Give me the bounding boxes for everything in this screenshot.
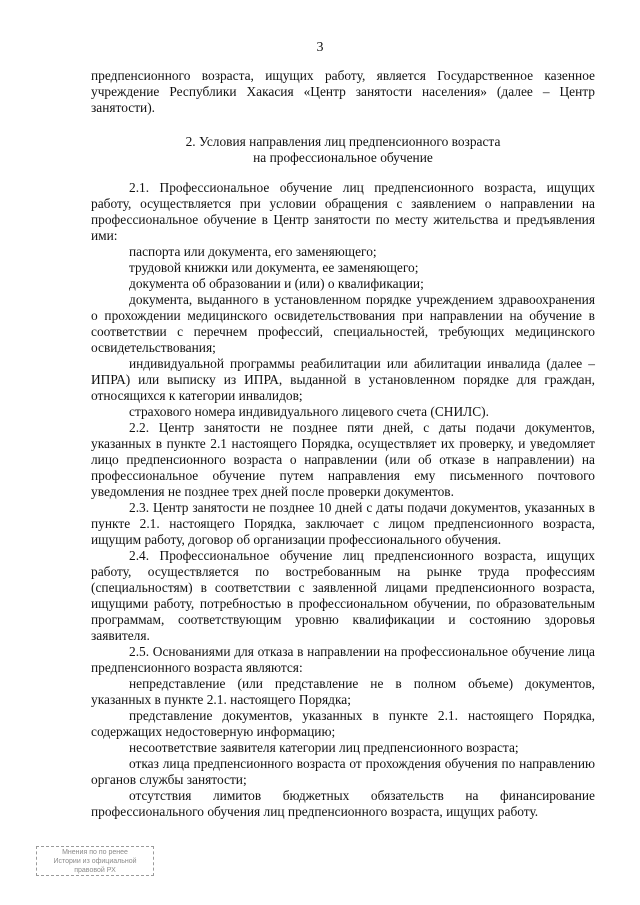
list-item-education-document: документа об образовании и (или) о квалификации; bbox=[129, 276, 424, 291]
section-heading bbox=[91, 134, 595, 166]
paragraph-2-4: 2.4. Профессиональное обучение лиц предпенсионного возраста, ищущих работу, осуществляется по востребованным на рынке труда профессиям (специальностям) в соответствии с заявленной лицами предпенсионного возраста, ищущими работу, потребностью в профессиональном обучении, по образовательным программам, соответствующим уровню квалификации и состоянию здоровья заявителя. bbox=[91, 548, 595, 643]
intro-paragraph: предпенсионного возраста, ищущих работу, является Государственное казенное учреждение Республики Хакасия «Центр занятости населения» (далее – Центр занятости). bbox=[91, 68, 595, 115]
document-body bbox=[91, 68, 595, 820]
list-item-passport: паспорта или документа, его заменяющего; bbox=[129, 244, 377, 259]
page-number: 3 bbox=[316, 40, 324, 55]
stamp-line-1: Мнения по по ренее bbox=[62, 849, 128, 856]
official-publication-stamp bbox=[36, 846, 154, 876]
refusal-reason-applicant-refusal: отказ лица предпенсионного возраста от прохождения обучения по направлению органов службы занятости; bbox=[91, 756, 595, 787]
refusal-reason-category-mismatch: несоответствие заявителя категории лиц предпенсионного возраста; bbox=[129, 740, 519, 755]
paragraph-2-1: 2.1. Профессиональное обучение лиц предпенсионного возраста, ищущих работу, осуществляется при условии обращения с заявлением о направлении на профессиональное обучение в Центр занятости по месту жительства и предъявления ими: bbox=[91, 180, 595, 243]
section-heading-line-2: на профессиональное обучение bbox=[253, 150, 433, 165]
list-item-ipra: индивидуальной программы реабилитации или абилитации инвалида (далее – ИПРА) или выписку из ИПРА, выданной в установленном порядке для граждан, относящихся к категории инвалидов; bbox=[91, 356, 595, 403]
refusal-reason-documents-missing: непредставление (или представление не в полном объеме) документов, указанных в пункте 2.1. настоящего Порядка; bbox=[91, 676, 595, 707]
stamp-line-2: Истории из официальной bbox=[53, 858, 137, 865]
stamp-line-3: правовой РХ bbox=[74, 867, 116, 874]
list-item-employment-book: трудовой книжки или документа, ее заменяющего; bbox=[129, 260, 419, 275]
refusal-reason-false-information: представление документов, указанных в пункте 2.1. настоящего Порядка, содержащих недостоверную информацию; bbox=[91, 708, 595, 739]
paragraph-2-2: 2.2. Центр занятости не позднее пяти дней, с даты подачи документов, указанных в пункте 2.1 настоящего Порядка, осуществляет их проверку, и уведомляет лицо предпенсионного возраста о направлении (или об отказе в направлении) на профессиональное обучение путем направления ему письменного почтового уведомления не позднее трех дней после проверки документов. bbox=[91, 420, 595, 499]
paragraph-2-5: 2.5. Основаниями для отказа в направлении на профессиональное обучение лица предпенсионного возраста являются: bbox=[91, 644, 595, 675]
list-item-medical-document: документа, выданного в установленном порядке учреждением здравоохранения о прохождении медицинского освидетельствования при направлении на обучение в соответствии с перечнем профессий, специальностей, требующих медицинского освидетельствования; bbox=[91, 292, 595, 355]
refusal-reason-no-budget: отсутствия лимитов бюджетных обязательств на финансирование профессионального обучения лиц предпенсионного возраста, ищущих работу. bbox=[91, 788, 595, 819]
section-heading-line-1: 2. Условия направления лиц предпенсионного возраста bbox=[185, 134, 501, 149]
paragraph-2-3: 2.3. Центр занятости не позднее 10 дней с даты подачи документов, указанных в пункте 2.1. настоящего Порядка, заключает с лицом предпенсионного возраста, ищущим работу, договор об организации профессионального обучения. bbox=[91, 500, 595, 547]
list-item-snils: страхового номера индивидуального лицевого счета (СНИЛС). bbox=[129, 404, 489, 419]
